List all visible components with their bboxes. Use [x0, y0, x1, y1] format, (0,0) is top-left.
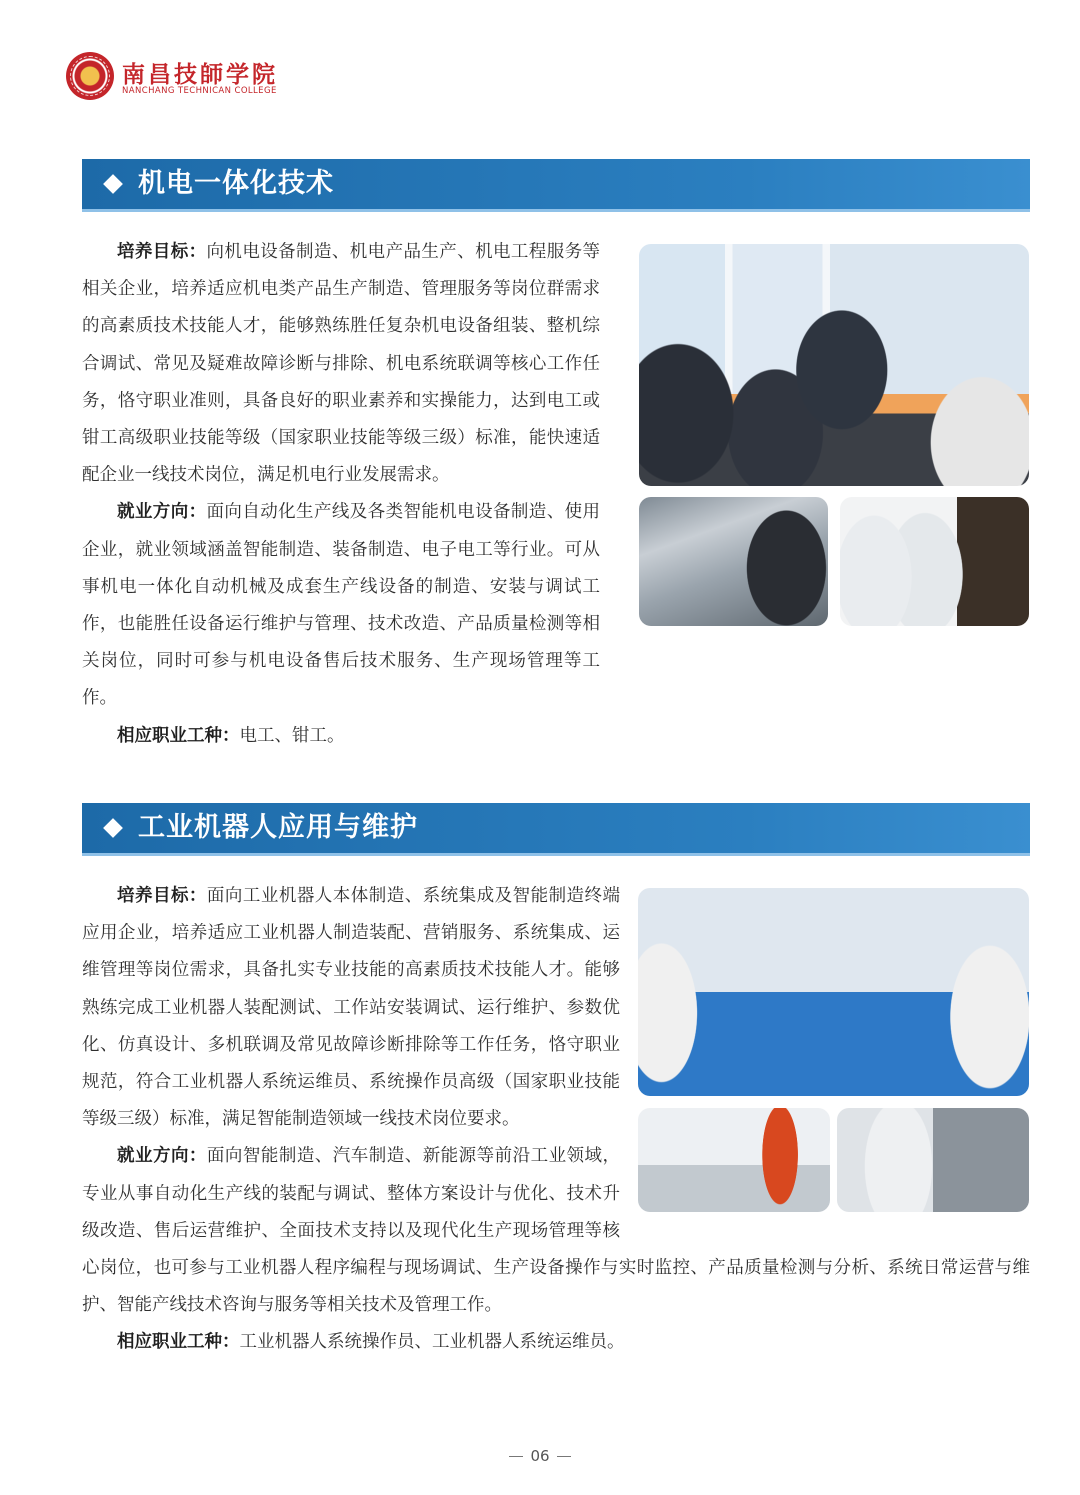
school-logo [66, 52, 286, 104]
school-name: 南昌技師学院 [122, 61, 278, 88]
school-name-en: NANCHANG TECHNICAN COLLEGE [122, 86, 277, 96]
paragraph-label: 相应职业工种： [117, 725, 240, 746]
diamond-bullet-icon [103, 174, 123, 194]
paragraph-label: 就业方向： [117, 1146, 207, 1167]
paragraph-label: 培养目标： [117, 242, 207, 262]
page-number-value: 06 [530, 1447, 550, 1465]
section-banner-industrial-robot [82, 803, 1030, 853]
paragraph-job-types [82, 718, 600, 755]
paragraph-text: 面向自动化生产线及各类智能机电设备制造、使用企业，就业领域涵盖智能制造、装备制造、电子电工等行业。可从事机电一体化自动机械及成套生产线设备的制造、安装与调试工作，也能胜任设备运行维护与管理、技术改造、产品质量检测等相关岗位，同时可参与机电设备售后技术服务、生产现场管理等工作。 [82, 502, 601, 709]
photo-equipment-workshop [639, 497, 828, 626]
paragraph-text: 面向工业机器人本体制造、系统集成及智能制造终端应用企业，培养适应工业机器人制造装配、营销服务、系统集成、运维管理等岗位需求，具备扎实专业技能的高素质技术技能人才。能够熟练完成工业机器人装配测试、工作站安装调试、运行维护、参数优化、仿真设计、多机联调及常见故障诊断排除等工作任务，恪守职业规范，符合工业机器人系统运维员、系统操作员高级（国家职业技能等级三级）标准，满足智能制造领域一线技术岗位要求。 [82, 886, 621, 1130]
paragraph-label: 就业方向： [117, 502, 207, 523]
diamond-bullet-icon [103, 818, 123, 838]
paragraph-employment [82, 494, 600, 717]
paragraph-label: 相应职业工种： [117, 1332, 240, 1353]
page-number-dash [557, 1456, 571, 1457]
photo-robot-workcell [837, 1108, 1029, 1212]
photo-red-robot-arm [638, 1108, 830, 1212]
paragraph-text: 向机电设备制造、机电产品生产、机电工程服务等相关企业，培养适应机电类产品生产制造、管理服务等岗位群需求的高素质技术技能人才，能够熟练胜任复杂机电设备组装、整机综合调试、常见及疑难故障诊断与排除、机电系统联调等核心工作任务，恪守职业准则，具备良好的职业素养和实操能力，达到电工或钳工高级职业技能等级（国家职业技能等级三级）标准，能快速适配企业一线技术岗位，满足机电行业发展需求。 [82, 242, 601, 486]
page-number [0, 1447, 1080, 1465]
paragraph-label: 培养目标： [117, 886, 207, 906]
photo-students-practice [840, 497, 1029, 626]
section-title: 机电一体化技术 [138, 168, 334, 199]
section-title: 工业机器人应用与维护 [138, 812, 418, 843]
section-body-mechatronics [82, 234, 600, 755]
paragraph-training-goal [82, 234, 600, 494]
school-seal-icon [66, 52, 114, 100]
paragraph-job-types [82, 1324, 1030, 1361]
paragraph-text: 电工、钳工。 [239, 725, 345, 746]
paragraph-text: 面向智能制造、汽车制造、新能源等前沿工业领域，专业从事自动化生产线的装配与调试、整体方案设计与优化、技术升级改造、售后运营维护、全面技术支持以及现代化生产现场管理等核心岗位，也可参与工业机器人程序编程与现场调试、生产设备操作与实时监控、产品质量检测与分析、系统日常运营与维护、智能产线技术咨询与服务等相关技术及管理工作。 [82, 1146, 1030, 1316]
paragraph-text: 工业机器人系统操作员、工业机器人系统运维员。 [239, 1332, 625, 1353]
section-banner-mechatronics [82, 159, 1030, 209]
photo-training-lab [639, 244, 1029, 486]
photo-robot-training-room [638, 888, 1029, 1096]
page-number-dash [509, 1456, 523, 1457]
